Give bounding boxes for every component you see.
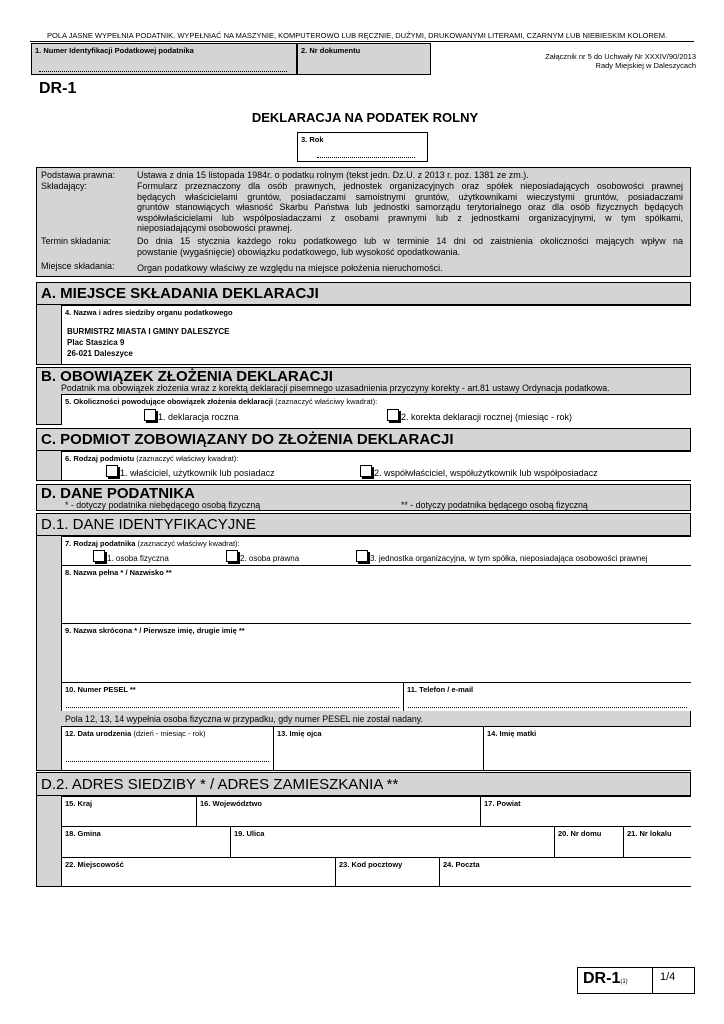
deadline-line: Do dnia 15 stycznia każdego roku podatkowego lub w terminie 14 dni od zaistnienia okoliczności mających wpływ na [137, 236, 683, 246]
top-note: POLA JASNE WYPEŁNIA PODATNIK. WYPEŁNIAĆ NA MASZYNIE, KOMPUTEROWO LUB RĘCZNIE, DUŻYMI, DRUKOWANYMI LITERAMI, CZARNYM LUB NIEBIESKIM KOLOREM. [47, 31, 668, 40]
section-d2-body [36, 796, 691, 887]
father-name-label: 13. Imię ojca [277, 729, 322, 738]
attachment-line1: Załącznik nr 5 do Uchwały Nr XXXIV/90/2013 [545, 52, 696, 61]
section-d1-body [36, 536, 691, 771]
street-field[interactable] [230, 826, 554, 857]
natural-person-option[interactable] [93, 550, 169, 563]
checkbox[interactable] [387, 409, 399, 421]
correction-option[interactable] [387, 409, 572, 422]
deadline-line: powstanie (wygaśnięcie) obowiązku podatkowego, lub wysokość opodatkowania. [137, 246, 461, 257]
birth-date-hint: (dzień - miesiąc - rok) [133, 729, 206, 738]
organizational-unit-option[interactable] [356, 550, 648, 563]
place-label: Miejsce składania: [41, 261, 115, 271]
section-d-header [36, 484, 691, 511]
place-text: Organ podatkowy właściwy ze względu na miejsce położenia nieruchomości. [137, 263, 443, 273]
birth-date-label: 12. Data urodzenia (dzień - miesiąc - rok) [65, 729, 206, 738]
legal-person-option[interactable] [226, 550, 299, 563]
country-label: 15. Kraj [65, 799, 93, 808]
legal-basis-text: Ustawa z dnia 15 listopada 1984r. o podatku rolnym (tekst jedn. Dz.U. z 2013 r. poz. 1381 ze zm.). [137, 170, 529, 180]
commune-field[interactable] [61, 826, 230, 857]
full-name-field[interactable] [61, 565, 691, 623]
co-owner-option[interactable] [360, 465, 598, 478]
section-d1-title: D.1. DANE IDENTYFIKACYJNE [41, 516, 257, 533]
tax-office-field [61, 305, 691, 364]
filers-line: będących właścicielami gruntów, posiadaczami samoistnymi gruntów, użytkownikami wieczystymi gruntów, posiadaczami [137, 191, 683, 202]
annual-declaration-option[interactable] [144, 409, 239, 422]
phone-email-field[interactable] [403, 682, 691, 711]
post-office-field[interactable] [439, 857, 691, 886]
entity-type-hint: (zaznaczyć właściwy kwadrat): [136, 454, 239, 463]
pesel-note: Pola 12, 13, 14 wypełnia osoba fizyczna w przypadku, gdy numer PESEL nie został nadany. [65, 714, 423, 724]
tax-office-label: 4. Nazwa i adres siedziby organu podatkowego [65, 308, 233, 317]
document-number-label: 2. Nr dokumentu [301, 46, 361, 55]
top-rule [30, 41, 694, 42]
correction-label: 2. korekta deklaracji rocznej (miesiąc - rok) [401, 412, 573, 422]
natural-person-label: 1. osoba fizyczna [107, 554, 169, 563]
apartment-number-label: 21. Nr lokalu [627, 829, 672, 838]
obligation-label: 5. Okoliczności powodujące obowiązek złożenia deklaracji (zaznaczyć właściwy kwadrat): [65, 397, 378, 406]
form-code: DR-1 [39, 80, 77, 97]
section-d-title: D. DANE PODATNIKA [41, 485, 195, 502]
section-d1-header [36, 513, 691, 536]
voivodeship-field[interactable] [196, 796, 480, 826]
post-office-label: 24. Poczta [443, 860, 480, 869]
owner-label: 1. właściciel, użytkownik lub posiadacz [120, 468, 275, 478]
legal-basis-label: Podstawa prawna: [41, 170, 116, 180]
year-field[interactable] [297, 132, 428, 162]
pesel-label: 10. Numer PESEL ** [65, 685, 136, 694]
section-d2-header [36, 772, 691, 796]
checkbox[interactable] [144, 409, 156, 421]
section-b-block [36, 367, 691, 425]
filers-label: Składający: [41, 181, 88, 191]
section-b-subtitle: Podatnik ma obowiązek złożenia wraz z korektą deklaracji pisemnego uzasadnienia przyczyny korekty - art.81 ustawy Ordynacja podatkowa. [61, 383, 610, 393]
filers-line: współwłaścicielami lub współposiadaczami z osobami prawnymi lub z jednostkami organizacyjnymi, w tym spółkami, [137, 212, 683, 223]
form-title: DEKLARACJA NA PODATEK ROLNY [251, 110, 479, 125]
section-c-header [36, 428, 691, 451]
entity-type-label: 6. Rodzaj podmiotu (zaznaczyć właściwy kwadrat): [65, 454, 239, 463]
mother-name-field[interactable] [483, 726, 691, 770]
checkbox[interactable] [106, 465, 118, 477]
voivodeship-label: 16. Województwo [200, 799, 262, 808]
attachment-line2: Rady Miejskiej w Daleszycach [595, 61, 696, 70]
obligation-field [61, 394, 691, 425]
filers-line: nieposiadającymi osobowości prawnej. [137, 223, 293, 233]
year-label: 3. Rok [301, 135, 324, 144]
section-a-body [36, 305, 691, 365]
house-number-field[interactable] [554, 826, 623, 857]
pesel-field[interactable] [61, 682, 403, 711]
checkbox[interactable] [360, 465, 372, 477]
deadline-label: Termin składania: [41, 236, 112, 246]
taxpayer-type-hint: (zaznaczyć właściwy kwadrat): [137, 539, 240, 548]
filers-text [137, 181, 683, 234]
address-line: BURMISTRZ MIASTA I GMINY DALESZYCE [67, 327, 230, 336]
postal-code-label: 23. Kod pocztowy [339, 860, 403, 869]
entity-type-field [61, 451, 691, 480]
district-field[interactable] [480, 796, 691, 826]
checkbox[interactable] [93, 550, 105, 562]
nip-field [31, 43, 297, 75]
footer-divider [652, 968, 653, 993]
nip-label: 1. Numer Identyfikacji Podatkowej podatnika [35, 46, 194, 55]
owner-option[interactable] [106, 465, 275, 478]
taxpayer-type-label: 7. Rodzaj podatnika (zaznaczyć właściwy kwadrat): [65, 539, 240, 548]
address-line: 26-021 Daleszyce [67, 349, 133, 358]
section-a-title: A. MIEJSCE SKŁADANIA DEKLARACJI [41, 285, 319, 302]
section-b-title: B. OBOWIĄZEK ZŁOŻENIA DEKLARACJI [41, 368, 333, 385]
apartment-number-field[interactable] [623, 826, 691, 857]
footer-version: (1) [620, 979, 628, 985]
birth-date-field[interactable] [61, 726, 273, 770]
footer-code-box [577, 967, 695, 994]
footer-code: DR-1(1) [583, 970, 628, 987]
filers-line: gruntów stanowiących własność Skarbu Państwa lub jednostki samorządu terytorialnego oraz dla osób fizycznych będących [137, 202, 683, 212]
legal-person-label: 2. osoba prawna [240, 554, 300, 563]
co-owner-label: 2. współwłaściciel, współużytkownik lub współposiadacz [374, 468, 598, 478]
city-label: 22. Miejscowość [65, 860, 124, 869]
district-label: 17. Powiat [484, 799, 521, 808]
taxpayer-type-field [61, 536, 691, 565]
tax-office-address [67, 326, 230, 359]
father-name-field[interactable] [273, 726, 483, 770]
deadline-text [137, 236, 683, 257]
commune-label: 18. Gmina [65, 829, 101, 838]
page-number: 1/4 [660, 971, 676, 983]
checkbox[interactable] [226, 550, 238, 562]
checkbox[interactable] [356, 550, 368, 562]
organizational-unit-label: 3. jednostka organizacyjna, w tym spółka, nieposiadająca osobowości prawnej [370, 554, 648, 563]
city-field[interactable] [61, 857, 335, 886]
postal-code-field[interactable] [335, 857, 439, 886]
document-number-field [297, 43, 431, 75]
mother-name-label: 14. Imię matki [487, 729, 537, 738]
address-line: Plac Staszica 9 [67, 338, 125, 347]
section-a-header [36, 282, 691, 305]
section-d-note2: ** - dotyczy podatnika będącego osobą fizyczną [401, 500, 588, 510]
phone-email-label: 11. Telefon / e-mail [407, 685, 474, 694]
info-block [36, 167, 691, 277]
full-name-label: 8. Nazwa pełna * / Nazwisko ** [65, 568, 172, 577]
street-label: 19. Ulica [234, 829, 265, 838]
country-field[interactable] [61, 796, 196, 826]
section-c-body [36, 451, 691, 481]
obligation-hint: (zaznaczyć właściwy kwadrat): [275, 397, 378, 406]
section-c-title: C. PODMIOT ZOBOWIĄZANY DO ZŁOŻENIA DEKLARACJI [41, 431, 454, 448]
section-d-note1: * - dotyczy podatnika niebędącego osobą fizyczną [65, 500, 261, 510]
short-name-field[interactable] [61, 623, 691, 682]
house-number-label: 20. Nr domu [558, 829, 602, 838]
short-name-label: 9. Nazwa skrócona * / Pierwsze imię, drugie imię ** [65, 626, 245, 635]
filers-line: Formularz przeznaczony dla osób prawnych, jednostek organizacyjnych oraz spółek nieposiadających osobowości prawnej [137, 181, 683, 191]
nip-input[interactable] [37, 57, 295, 74]
annual-declaration-label: 1. deklaracja roczna [158, 412, 239, 422]
section-d2-title: D.2. ADRES SIEDZIBY * / ADRES ZAMIESZKANIA ** [41, 776, 399, 793]
